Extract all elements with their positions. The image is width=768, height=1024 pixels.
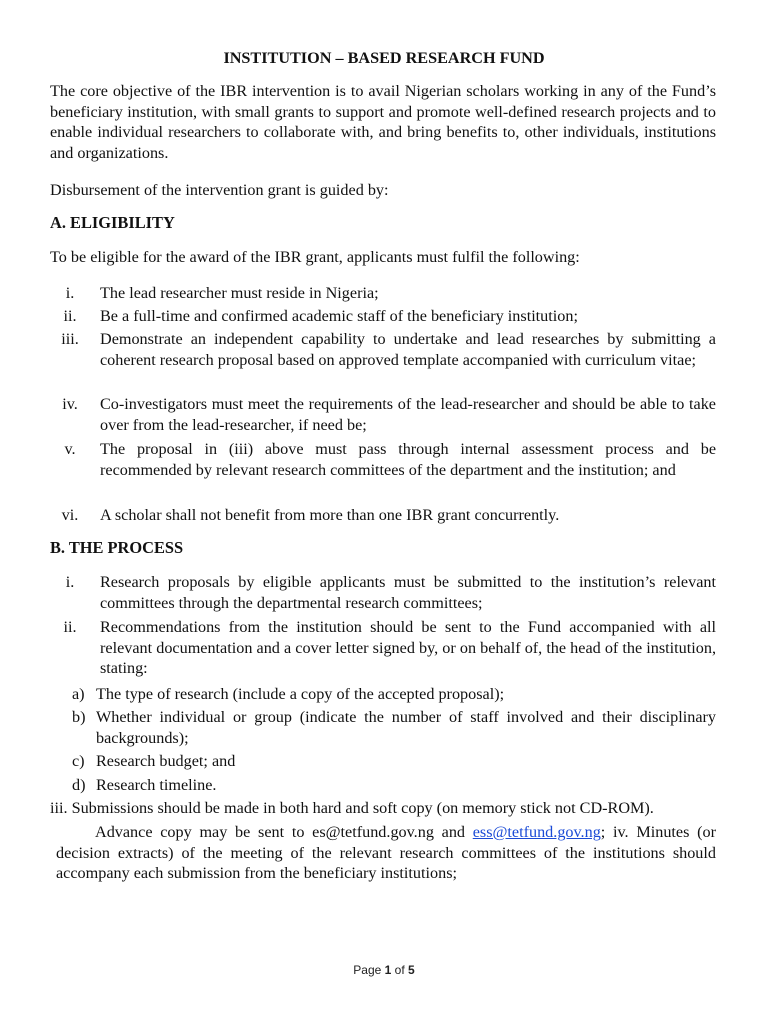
item-number: ii.	[63, 618, 77, 636]
advance-copy-paragraph	[56, 822, 716, 884]
item-number: vi.	[61, 506, 79, 524]
email-link[interactable]: ess@tetfund.gov.ng	[472, 823, 601, 841]
subitem-text: Whether individual or group (indicate the number of staff involved and their disciplinary backgrounds);	[96, 708, 716, 747]
submission-item: iii. Submissions should be made in both hard and soft copy (on memory stick not CD-ROM).	[50, 799, 654, 817]
process-subitem	[72, 684, 716, 705]
process-item	[50, 617, 716, 679]
section-b-heading: B. THE PROCESS	[50, 538, 184, 557]
eligibility-item	[50, 439, 716, 480]
item-text: Be a full-time and confirmed academic staff of the beneficiary institution;	[100, 307, 578, 325]
section-a-heading: A. ELIGIBILITY	[50, 213, 175, 232]
item-text: Co-investigators must meet the requirements of the lead-researcher and should be able to take over from the lead-researcher, if need be;	[100, 395, 716, 434]
item-number: iv.	[62, 395, 78, 413]
process-item	[50, 572, 716, 613]
process-subitem	[72, 751, 716, 772]
item-number: i.	[65, 573, 75, 591]
eligibility-item	[50, 505, 716, 526]
document-title: INSTITUTION – BASED RESEARCH FUND	[223, 49, 545, 67]
item-text: The lead researcher must reside in Nigeria;	[100, 284, 379, 302]
eligibility-item	[50, 306, 716, 327]
item-number: v.	[64, 440, 76, 458]
subitem-letter: c)	[72, 752, 85, 770]
subitem-letter: b)	[72, 708, 86, 726]
eligibility-lead: To be eligible for the award of the IBR grant, applicants must fulfil the following:	[50, 248, 580, 266]
page-footer	[0, 960, 768, 981]
eligibility-item	[50, 283, 716, 304]
item-text: The proposal in (iii) above must pass through internal assessment process and be recommended by relevant research committees of the department and the institution; and	[100, 440, 716, 479]
of-label: of	[394, 963, 405, 977]
page-label: Page	[353, 963, 382, 977]
subitem-text: Research budget; and	[96, 752, 236, 770]
item-text: A scholar shall not benefit from more than one IBR grant concurrently.	[100, 506, 560, 524]
page-current: 1	[384, 963, 392, 977]
subitem-text: The type of research (include a copy of the accepted proposal);	[96, 685, 505, 703]
item-text: Recommendations from the institution should be sent to the Fund accompanied with all relevant documentation and a cover letter signed by, or on behalf of, the head of the institution, stating:	[100, 618, 716, 678]
advance-text-after: ; iv. Minutes (or decision extracts) of the meeting of the relevant research committees of the institutions should accompany each submission from the beneficiary institutions;	[56, 823, 716, 883]
item-number: i.	[65, 284, 75, 302]
guided-paragraph: Disbursement of the intervention grant is guided by:	[50, 181, 389, 199]
subitem-letter: d)	[72, 776, 86, 794]
subitem-letter: a)	[72, 685, 85, 703]
process-subitem	[72, 775, 716, 796]
item-number: iii.	[61, 330, 79, 348]
process-subitem	[72, 707, 716, 748]
page-total: 5	[408, 963, 415, 977]
subitem-text: Research timeline.	[96, 776, 217, 794]
item-text: Research proposals by eligible applicants must be submitted to the institution’s relevant committees through the departmental research committees;	[100, 573, 716, 612]
item-text: Demonstrate an independent capability to undertake and lead researches by submitting a coherent research proposal based on approved template accompanied with curriculum vitae;	[100, 330, 716, 369]
item-number: ii.	[63, 307, 77, 325]
intro-paragraph: The core objective of the IBR intervention is to avail Nigerian scholars working in any of the Fund’s beneficiary institution, with small grants to support and promote well-defined research projects and to enable individual researchers to collaborate with, and bring benefits to, other individuals, institutions and organizations.	[50, 82, 716, 162]
eligibility-item	[50, 394, 716, 435]
eligibility-item	[50, 329, 716, 370]
advance-text-before: Advance copy may be sent to es@tetfund.gov.ng and	[95, 823, 473, 841]
